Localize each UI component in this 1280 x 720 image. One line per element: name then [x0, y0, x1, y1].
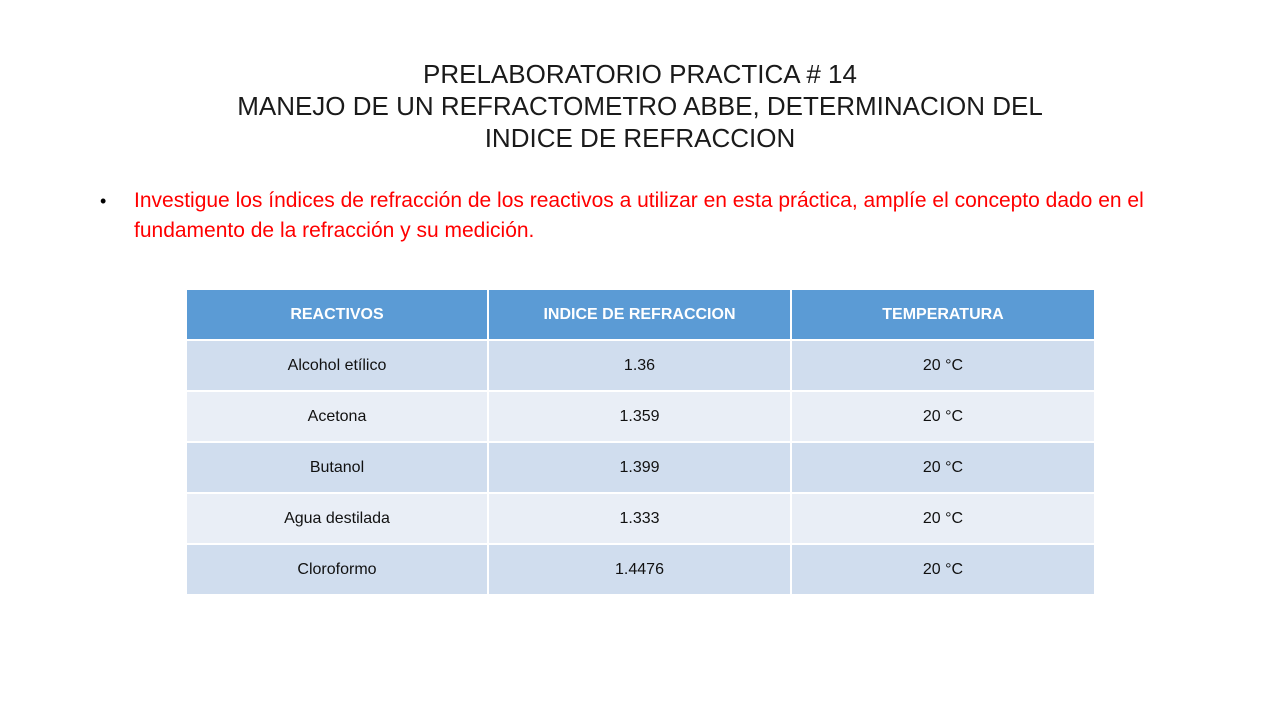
cell-temperatura: 20 °C — [791, 391, 1094, 442]
table-row — [187, 442, 1094, 493]
cell-reactivo: Cloroformo — [187, 544, 488, 595]
page-title — [100, 58, 1180, 154]
cell-reactivo: Agua destilada — [187, 493, 488, 544]
cell-temperatura: 20 °C — [791, 442, 1094, 493]
bullet-text: Investigue los índices de refracción de los reactivos a utilizar en esta práctica, amplíe el concepto dado en el fundamento de la refracción y su medición. — [134, 189, 1144, 242]
cell-reactivo: Butanol — [187, 442, 488, 493]
cell-indice: 1.359 — [488, 391, 791, 442]
cell-reactivo: Alcohol etílico — [187, 340, 488, 391]
bullet-marker-icon: • — [100, 191, 107, 211]
bullet-item — [100, 186, 1210, 246]
title-line-1: PRELABORATORIO PRACTICA # 14 — [423, 59, 857, 89]
header-indice: INDICE DE REFRACCION — [488, 290, 791, 340]
header-temperatura: TEMPERATURA — [791, 290, 1094, 340]
table-row — [187, 493, 1094, 544]
table-row — [187, 340, 1094, 391]
table-header-row — [187, 290, 1094, 340]
cell-temperatura: 20 °C — [791, 340, 1094, 391]
cell-temperatura: 20 °C — [791, 493, 1094, 544]
cell-reactivo: Acetona — [187, 391, 488, 442]
table-row — [187, 391, 1094, 442]
refraction-table — [187, 290, 1094, 596]
cell-indice: 1.333 — [488, 493, 791, 544]
cell-indice: 1.4476 — [488, 544, 791, 595]
title-line-3: INDICE DE REFRACCION — [484, 123, 796, 153]
table-row — [187, 544, 1094, 595]
cell-temperatura: 20 °C — [791, 544, 1094, 595]
cell-indice: 1.399 — [488, 442, 791, 493]
cell-indice: 1.36 — [488, 340, 791, 391]
header-reactivos: REACTIVOS — [187, 290, 488, 340]
title-line-2: MANEJO DE UN REFRACTOMETRO ABBE, DETERMINACION DEL — [237, 91, 1043, 121]
